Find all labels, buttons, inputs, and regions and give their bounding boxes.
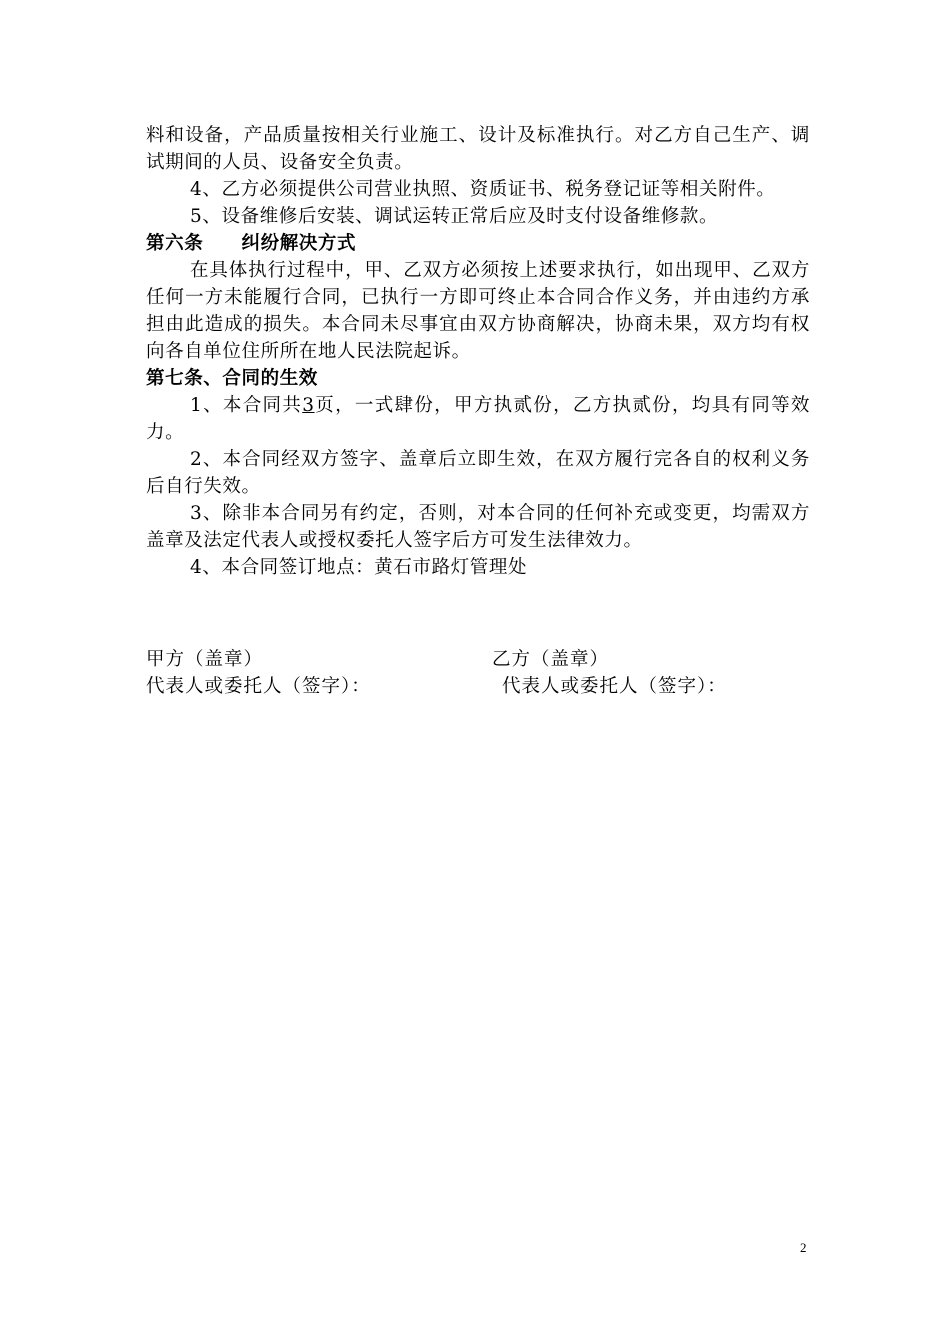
paragraph-effect-4: 4、本合同签订地点：黄石市路灯管理处 bbox=[190, 557, 528, 578]
paragraph-clause-5: 5、设备维修后安装、调试运转正常后应及时支付设备维修款。 bbox=[190, 206, 719, 227]
document-body bbox=[146, 122, 810, 581]
effect-1-pre: 1、本合同共 bbox=[190, 395, 303, 416]
heading-article-6: 第六条 纠纷解决方式 bbox=[146, 233, 357, 254]
paragraph-effect-2: 2、本合同经双方签字、盖章后立即生效，在双方履行完各自的权利义务后自行失效。 bbox=[146, 449, 810, 497]
paragraph-effect-3: 3、除非本合同另有约定，否则，对本合同的任何补充或变更，均需双方盖章及法定代表人或授权委托人签字后方可发生法律效力。 bbox=[146, 503, 810, 551]
paragraph-clause-4: 4、乙方必须提供公司营业执照、资质证书、税务登记证等相关附件。 bbox=[190, 179, 776, 200]
paragraph-effect-1 bbox=[146, 392, 810, 446]
page-count: 3 bbox=[302, 395, 315, 416]
party-b-representative: 代表人或委托人（签字）： bbox=[502, 676, 727, 697]
party-b-seal: 乙方（盖章） bbox=[492, 649, 610, 670]
paragraph-materials: 料和设备，产品质量按相关行业施工、设计及标准执行。对乙方自己生产、调试期间的人员、设备安全负责。 bbox=[146, 125, 810, 173]
heading-article-7: 第七条、合同的生效 bbox=[146, 368, 318, 389]
page-number: 2 bbox=[800, 1240, 807, 1255]
party-a-representative: 代表人或委托人（签字）： bbox=[146, 676, 371, 697]
effect-1-post: 页，一式肆份，甲方执贰份，乙方执贰份，均具有同等效力。 bbox=[146, 395, 810, 443]
party-a-seal: 甲方（盖章） bbox=[146, 649, 264, 670]
paragraph-dispute: 在具体执行过程中，甲、乙双方必须按上述要求执行，如出现甲、乙双方任何一方未能履行合同，已执行一方即可终止本合同合作义务，并由违约方承担由此造成的损失。本合同未尽事宜由双方协商解决，协商未果，双方均有权向各自单位住所所在地人民法院起诉。 bbox=[146, 260, 810, 362]
